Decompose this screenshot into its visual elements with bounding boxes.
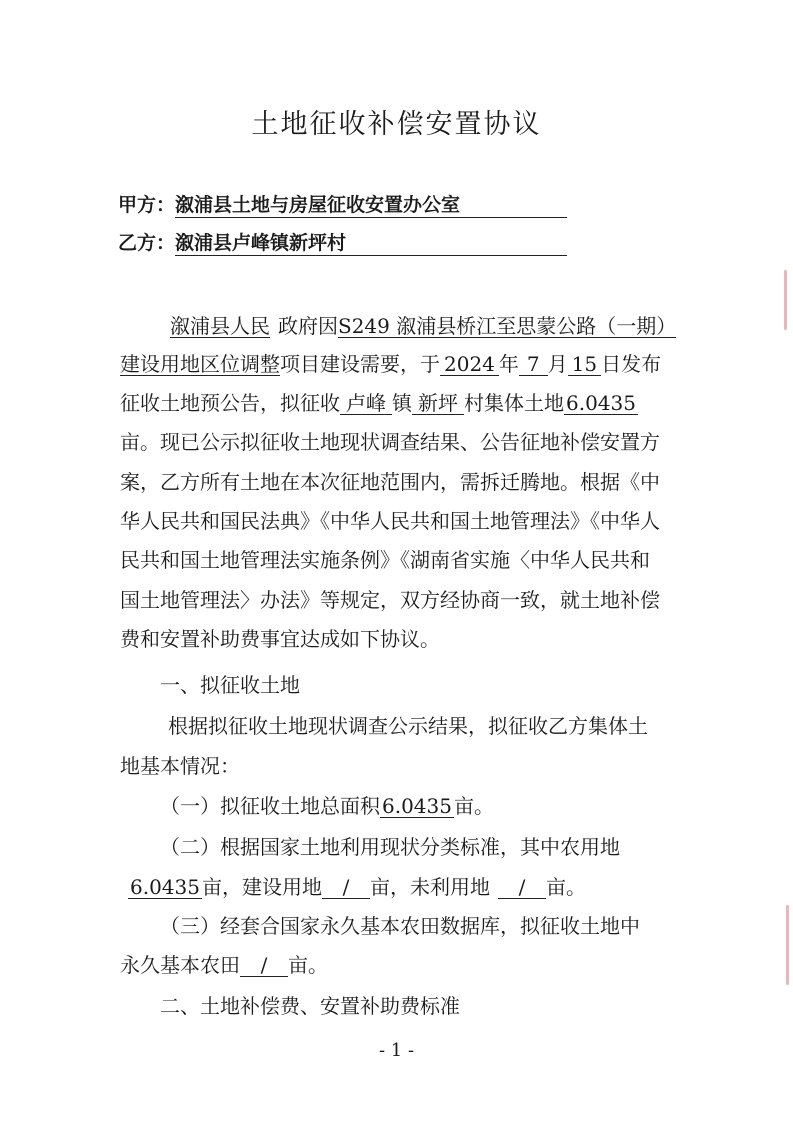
section-heading: 二、土地补偿费、安置补助费标准 xyxy=(160,994,460,1018)
text: 亩，建设用地 xyxy=(201,875,322,899)
item-line xyxy=(160,794,720,818)
paragraph-line: 根据拟征收土地现状调查公示结果，拟征收乙方集体土 xyxy=(168,714,648,738)
text: 镇 xyxy=(392,391,412,415)
page-edge-mark xyxy=(784,270,787,330)
item-line: （三）经套合国家永久基本农田数据库，拟征收土地中 xyxy=(160,914,640,938)
paragraph-line xyxy=(170,314,690,338)
text: 亩。 xyxy=(288,953,328,977)
party-a-label: 甲方： xyxy=(118,194,176,216)
page-number: - 1 - xyxy=(378,1040,415,1061)
paragraph-line: 费和安置补助费事宜达成如下协议。 xyxy=(120,627,440,651)
construction-land-value: / xyxy=(322,876,370,899)
text: 亩。 xyxy=(545,875,586,899)
party-a xyxy=(118,190,567,218)
text: 永久基本农田 xyxy=(120,953,240,977)
total-area-value: 6.0435 xyxy=(382,794,452,818)
paragraph-line: 华人民共和国民法典》《中华人民共和国土地管理法》《中华人 xyxy=(120,509,660,533)
item-line xyxy=(120,953,680,977)
village-value: 新坪 xyxy=(412,392,464,415)
party-b-label: 乙方： xyxy=(118,232,176,254)
paragraph-line: 国土地管理法〉办法》等规定，双方经协商一致，就土地补偿 xyxy=(120,588,660,612)
basic-farmland-value: / xyxy=(240,954,288,977)
underlined-text: 建设用地区位调整 xyxy=(120,352,280,376)
item-line: （二）根据国家土地利用现状分类标准，其中农用地 xyxy=(160,835,620,859)
year-value: 2024 xyxy=(440,353,499,376)
text: 亩。 xyxy=(453,794,494,818)
agri-land-value: 6.0435 xyxy=(130,875,200,899)
text: 村集体土地 xyxy=(464,391,564,415)
area-value: 6.0435 xyxy=(566,391,636,415)
paragraph-line: 亩。现已公示拟征收土地现状调查结果、公告征地补偿安置方 xyxy=(120,430,660,454)
text: （一）拟征收土地总面积 xyxy=(160,794,380,818)
underlined-text: 溆浦县人民 xyxy=(170,314,270,338)
month-value: 7 xyxy=(519,353,548,376)
day-value: 15 xyxy=(568,353,601,376)
text: 政府因 xyxy=(278,314,338,338)
paragraph-line xyxy=(120,391,680,415)
text: 日发布 xyxy=(601,352,662,376)
party-a-value: 溆浦县土地与房屋征收安置办公室 xyxy=(175,190,567,218)
party-b xyxy=(118,228,567,256)
document-title: 土地征收补偿安置协议 xyxy=(251,109,542,140)
party-b-value: 溆浦县卢峰镇新坪村 xyxy=(175,228,567,256)
underlined-text: S249 溆浦县桥江至思蒙公路（一期） xyxy=(338,314,677,338)
text: 项目建设需要，于 xyxy=(280,352,440,376)
text: 月 xyxy=(547,352,568,376)
item-line xyxy=(128,875,688,899)
text: 亩，未利用地 xyxy=(369,875,490,899)
text: 年 xyxy=(498,352,519,376)
section-heading: 一、拟征收土地 xyxy=(160,673,300,697)
paragraph-line: 民共和国土地管理法实施条例》《湖南省实施〈中华人民共和 xyxy=(120,548,650,572)
unused-land-value: / xyxy=(498,876,546,899)
text: 征收土地预公告，拟征收 xyxy=(120,391,340,415)
paragraph-line xyxy=(120,352,680,376)
paragraph-line: 地基本情况： xyxy=(120,754,240,778)
page-edge-mark xyxy=(786,905,789,985)
town-value: 卢峰 xyxy=(340,392,392,415)
paragraph-line: 案，乙方所有土地在本次征地范围内，需拆迁腾地。根据《中 xyxy=(120,470,660,494)
